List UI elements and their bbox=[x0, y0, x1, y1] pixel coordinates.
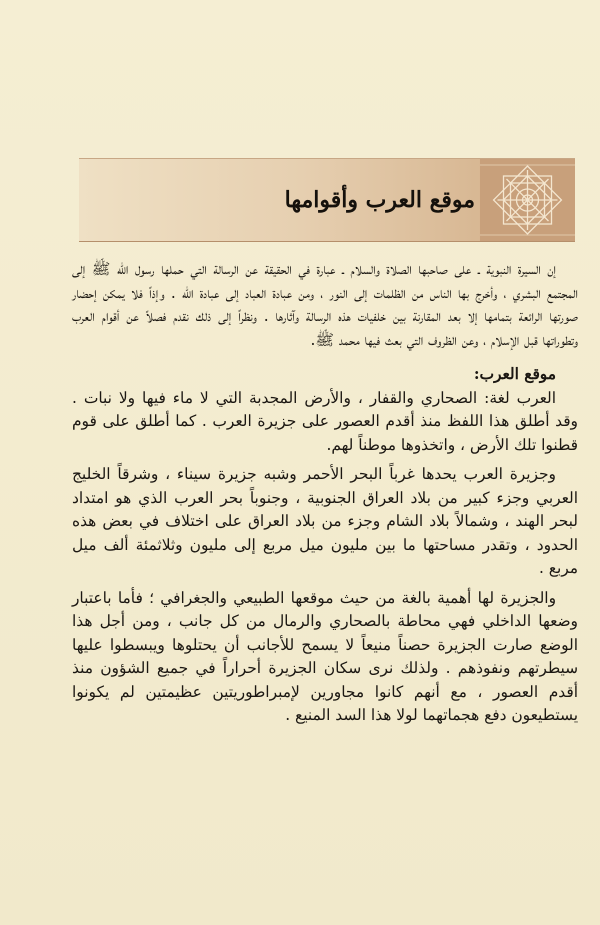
paragraph-borders: وجزيرة العرب يحدها غرباً البحر الأحمر وشبه جزيرة سيناء ، وشرقاً الخليج العربي وجزء كبير من بلاد العراق الجنوبية ، وجنوباً بحر العرب الذي هو امتداد لبحر الهند ، وشمالاً بلاد الشام وجزء من بلاد العراق على اختلاف في بعض هذه الحدود ، وتقدر مساحتها ما بين مليون ميل مربع إلى مليون وثلاثمئة ألف ميل مربع . bbox=[72, 465, 578, 577]
chapter-title: موقع العرب وأقوامها bbox=[284, 187, 475, 213]
chapter-banner bbox=[79, 158, 575, 242]
paragraph-definition: العرب لغة: الصحاري والقفار ، والأرض المجدبة التي لا ماء فيها ولا نبات . وقد أطلق هذا اللفظ منذ أقدم العصور على جزيرة العرب . كما أطلق على قوم قطنوا تلك الأرض ، واتخذوها موطناً لهم. bbox=[72, 388, 578, 454]
intro-paragraph: إن السيرة النبوية ـ على صاحبها الصلاة والسلام ـ عبارة في الحقيقة عن الرسالة التي حملها رسول الله ﷺ إلى المجتمع البشري ، وأخرج بها الناس من الظلمات إلى النور ، ومن عبادة العباد إلى عبادة الله . وإذاً فلا يمكن إحضار صورتها الرائعة بتمامها إلا بعد المقارنة بين خلفيات هذه الرسالة وآثارها . ونظراً إلى ذلك نقدم فصلاً عن أقوام العرب وتطوراتها قبل الإسلام ، وعن الظروف التي بعث فيها محمد ﷺ. bbox=[72, 260, 578, 349]
paragraph-importance: والجزيرة لها أهمية بالغة من حيث موقعها الطبيعي والجغرافي ؛ فأما باعتبار وضعها الداخلي فهي محاطة بالصحاري والرمال من كل جانب ، ومن أجل هذا الوضع صارت الجزيرة حصناً منيعاً لا يسمح للأجانب أن يحتلوها ويبسطوا عليها سيطرتهم ونفوذهم . ولذلك نرى سكان الجزيرة أحراراً في جميع الشؤون منذ أقدم العصور ، مع أنهم كانوا مجاورين لإمبراطوريتين عظيمتين لم يكونوا يستطيعون دفع هجماتهما لولا هذا السد المنيع . bbox=[72, 588, 578, 724]
chapter-body bbox=[72, 258, 578, 728]
geometric-rosette-icon bbox=[480, 159, 575, 241]
section-subheading: موقع العرب: bbox=[473, 365, 556, 383]
